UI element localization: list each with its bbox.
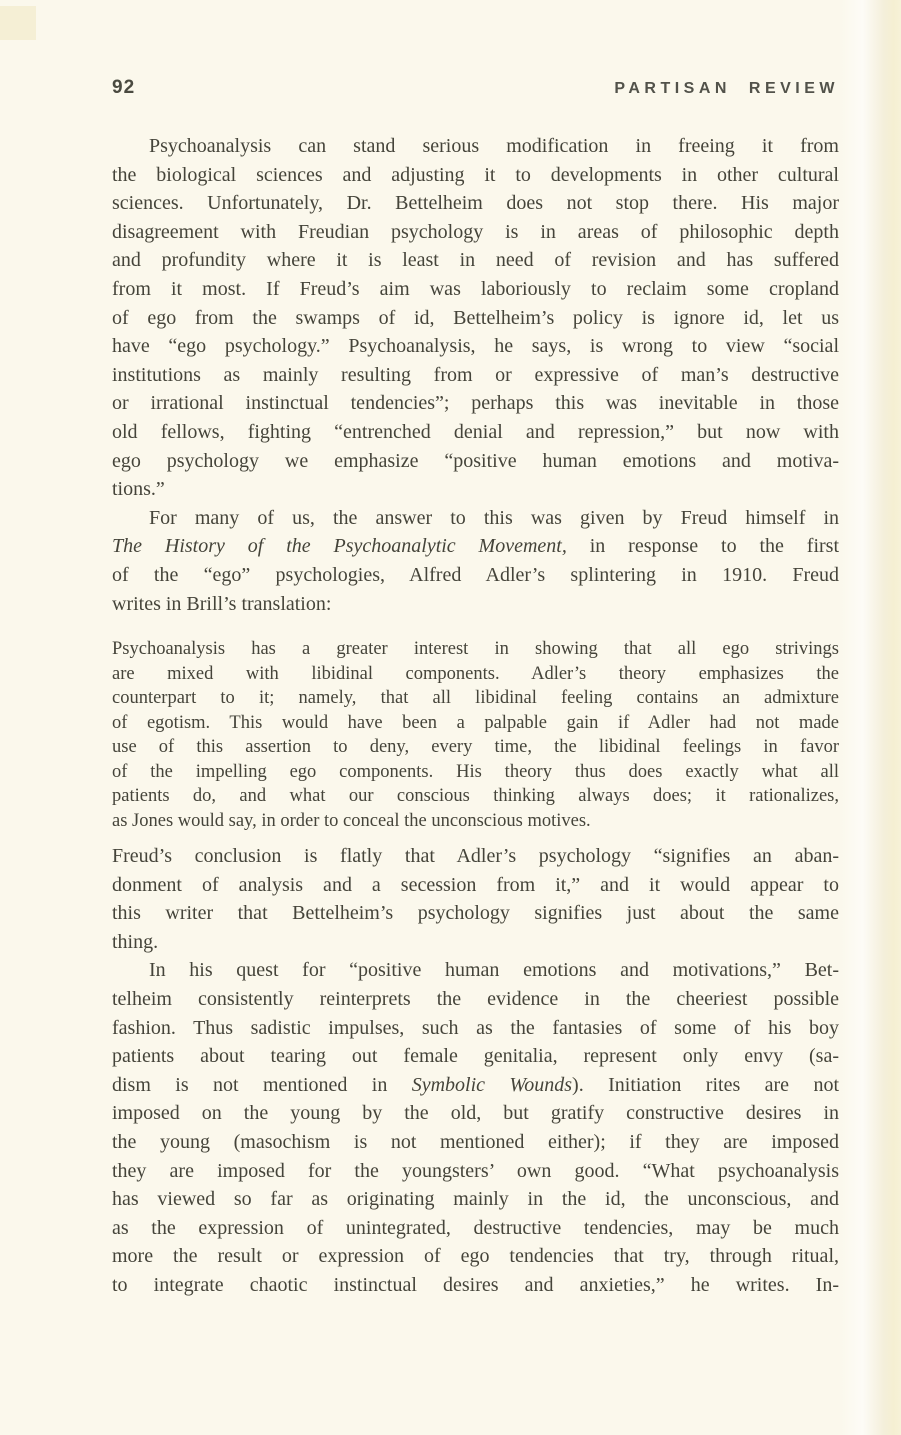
text-line: fashion. Thus sadistic impulses, such as the fantasies of some of his boy [112, 1016, 839, 1039]
text-line: tions.” [112, 478, 165, 501]
text-line: are mixed with libidinal components. Adler’s theory emphasizes the [112, 663, 839, 684]
text-line: disagreement with Freudian psychology is in areas of philosophic depth [112, 220, 839, 243]
scan-corner-artifact [0, 6, 36, 40]
text-line: counterpart to it; namely, that all libidinal feeling contains an admixture [112, 688, 839, 709]
text-line: to integrate chaotic instinctual desires and anxieties,” he writes. In- [112, 1274, 839, 1296]
text-line: writes in Brill’s translation: [112, 592, 332, 615]
text-line: institutions as mainly resulting from or expressive of man’s destructive [112, 363, 839, 386]
page-number: 92 [112, 77, 136, 98]
text-line: and profundity where it is least in need of revision and has suffered [112, 249, 839, 272]
text-line: Psychoanalysis has a greater interest in showing that all ego strivings [112, 639, 839, 660]
text-line: of the impelling ego components. His theory thus does exactly what all [112, 761, 839, 782]
text-line: In his quest for “positive human emotions and motivations,” Bet- [149, 959, 839, 982]
text-line: the biological sciences and adjusting it to developments in other cultural [112, 163, 839, 186]
text-line: have “ego psychology.” Psychoanalysis, he says, is wrong to view “social [112, 335, 839, 358]
text-line: of ego from the swamps of id, Bettelheim’s policy is ignore id, let us [112, 306, 839, 329]
paragraph [112, 956, 839, 1299]
text-line: of the “ego” psychologies, Alfred Adler’s splintering in 1910. Freud [112, 563, 839, 586]
text-line: the young (masochism is not mentioned either); if they are imposed [112, 1131, 839, 1154]
text-line: or irrational instinctual tendencies”; perhaps this was inevitable in those [112, 392, 839, 415]
paragraph [112, 132, 839, 504]
text-line: more the result or expression of ego tendencies that try, through ritual, [112, 1245, 839, 1268]
text-line: from it most. If Freud’s aim was laboriously to reclaim some cropland [112, 277, 839, 300]
text-line: ego psychology we emphasize “positive human emotions and motiva- [112, 449, 839, 472]
journal-title: PARTISAN REVIEW [614, 80, 839, 97]
text-line: this writer that Bettelheim’s psychology signifies just about the same [112, 902, 839, 925]
text-line: of egotism. This would have been a palpable gain if Adler had not made [112, 712, 839, 733]
page-edge-shadow [839, 0, 901, 1435]
text-line: as Jones would say, in order to conceal the unconscious motives. [112, 810, 591, 831]
paragraph [112, 842, 839, 956]
text-line: use of this assertion to deny, every time, the libidinal feelings in favor [112, 737, 839, 758]
text-line: Freud’s conclusion is flatly that Adler’s psychology “signifies an aban- [112, 845, 839, 868]
text-line: has viewed so far as originating mainly in the id, the unconscious, and [112, 1188, 839, 1211]
text-line: The History of the Psychoanalytic Movement, in response to the first [112, 535, 839, 558]
text-line: sciences. Unfortunately, Dr. Bettelheim does not stop there. His major [112, 192, 839, 215]
text-line: donment of analysis and a secession from it,” and it would appear to [112, 873, 839, 896]
text-line: thing. [112, 930, 159, 953]
text-line: patients do, and what our conscious thinking always does; it rationalizes, [112, 786, 839, 807]
page-header [112, 77, 839, 99]
text-line: old fellows, fighting “entrenched denial and repression,” but now with [112, 420, 839, 443]
text-line: Psychoanalysis can stand serious modification in freeing it from [149, 135, 839, 157]
blockquote [112, 637, 839, 833]
text-line: dism is not mentioned in Symbolic Wounds). Initiation rites are not [112, 1073, 839, 1096]
text-line: For many of us, the answer to this was given by Freud himself in [149, 506, 839, 529]
text-line: patients about tearing out female genitalia, represent only envy (sa- [112, 1045, 839, 1068]
text-line: telheim consistently reinterprets the evidence in the cheeriest possible [112, 988, 839, 1011]
text-line: as the expression of unintegrated, destructive tendencies, may be much [112, 1216, 839, 1239]
text-line: imposed on the young by the old, but gratify constructive desires in [112, 1102, 839, 1125]
text-line: they are imposed for the youngsters’ own good. “What psychoanalysis [112, 1159, 839, 1182]
paragraph [112, 504, 839, 618]
text-column [112, 132, 839, 1300]
